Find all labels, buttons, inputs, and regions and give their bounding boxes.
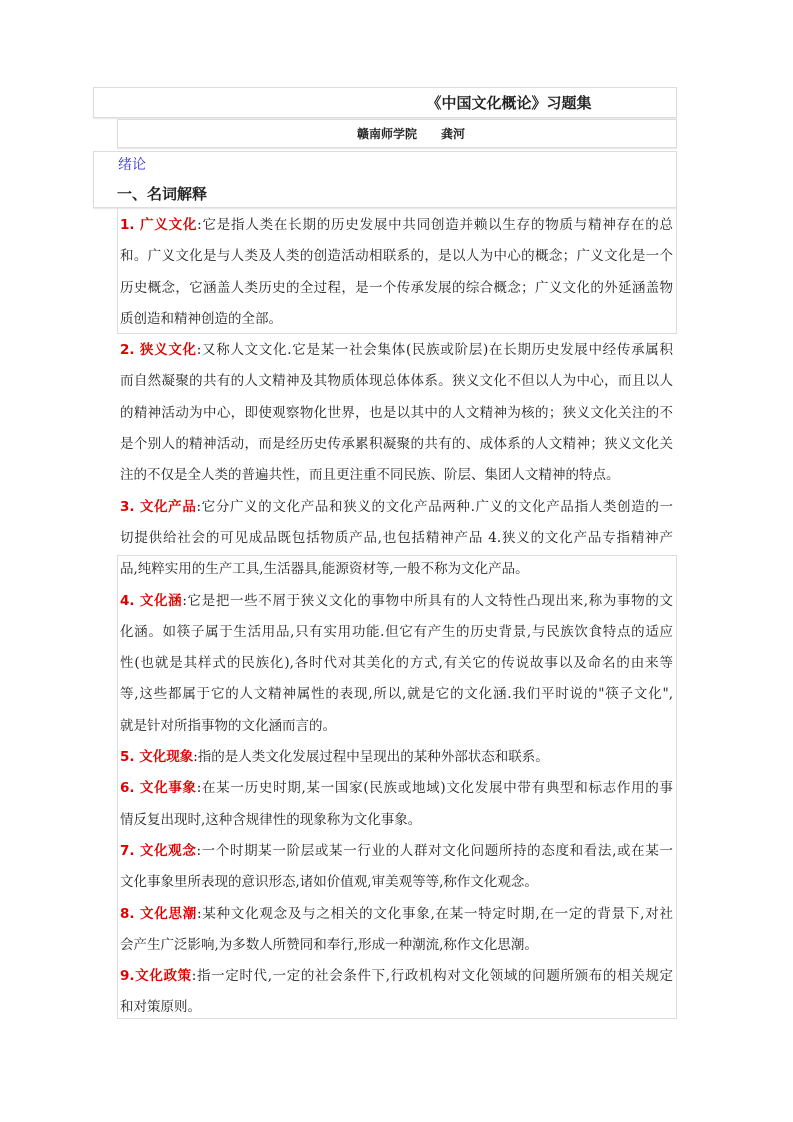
entry-term: 6. 文化事象 bbox=[120, 780, 197, 797]
entry-text: 的精神活动为中心，即使观察物化世界，也是以其中的人文精神为核的；狭义文化关注的不 bbox=[120, 404, 673, 421]
entry-term: 4. 文化涵 bbox=[120, 592, 183, 609]
entry-line bbox=[120, 398, 673, 429]
entry-term: 3. 文化产品 bbox=[120, 498, 197, 515]
entry-term: 2. 狭义文化 bbox=[120, 342, 197, 359]
entry-text: 而自然凝聚的共有的人文精神及其物质体现总体体系。狭义文化不但以人为中心，而且以人 bbox=[120, 373, 673, 390]
entry-text: 就是针对所指事物的文化涵而言的。 bbox=[120, 717, 336, 734]
glossary-entry bbox=[120, 961, 673, 1024]
entry-line bbox=[120, 836, 673, 867]
entry-term: 7. 文化观念 bbox=[120, 842, 197, 859]
entry-text: :它是把一些不屑于狭义文化的事物中所具有的人文特性凸现出来,称为事物的文 bbox=[182, 592, 673, 609]
entry-term: 9.文化政策 bbox=[120, 968, 192, 985]
glossary-entry bbox=[120, 586, 673, 742]
entry-text: 历史概念，它涵盖人类历史的全过程，是一个传承发展的综合概念；广义文化的外延涵盖物 bbox=[120, 279, 673, 296]
entry-line bbox=[120, 773, 673, 804]
entry-text: :它是指人类在长期的历史发展中共同创造并赖以生存的物质与精神存在的总 bbox=[197, 217, 673, 233]
entry-text: 是个别人的精神活动，而是经历史传承累积凝聚的共有的、成体系的人文精神；狭义文化关 bbox=[120, 436, 673, 453]
entry-line bbox=[120, 867, 673, 898]
document-title: 《中国文化概论》习题集 bbox=[426, 94, 592, 112]
entry-text: 化涵。如筷子属于生活用品,只有实用功能.但它有产生的历史背景,与民族饮食特点的适应 bbox=[120, 623, 673, 640]
glossary-entry bbox=[120, 742, 673, 773]
entry-line bbox=[120, 241, 673, 272]
entry-line bbox=[120, 742, 673, 773]
entry-text: :一个时期某一阶层或某一行业的人群对文化问题所持的态度和看法,或在某一 bbox=[196, 842, 673, 859]
entry-line bbox=[120, 304, 673, 335]
entry-line bbox=[120, 930, 673, 961]
entry-line bbox=[120, 648, 673, 679]
entry-line bbox=[120, 210, 673, 241]
entry-text: 和对策原则。 bbox=[120, 999, 201, 1016]
entry-text: :指一定时代,一定的社会条件下,行政机构对文化领域的问题所颁布的相关规定 bbox=[191, 968, 673, 985]
entry-line bbox=[120, 273, 673, 304]
entry-text: 和。广义文化是与人类及人类的创造活动相联系的，是以人为中心的概念；广义文化是一个 bbox=[120, 248, 673, 265]
entry-line bbox=[120, 335, 673, 366]
entry-text: :又称人文文化.它是某一社会集体(民族或阶层)在长期历史发展中经传承属积 bbox=[196, 342, 673, 359]
entry-line bbox=[120, 586, 673, 617]
entry-text: :某种文化观念及与之相关的文化事象,在某一特定时期,在一定的背景下,对社 bbox=[197, 905, 673, 922]
entry-term: 1. 广义文化 bbox=[120, 217, 198, 233]
entry-line bbox=[120, 554, 673, 585]
entry-line bbox=[120, 899, 673, 930]
entry-line bbox=[120, 711, 673, 742]
glossary-entry bbox=[120, 492, 673, 586]
entry-line bbox=[120, 805, 673, 836]
entry-term: 8. 文化思潮 bbox=[120, 905, 198, 922]
entry-text: 性(也就是其样式的民族化),各时代对其美化的方式,有关它的传说故事以及命名的由来等 bbox=[120, 655, 673, 672]
entry-term: 5. 文化现象 bbox=[120, 749, 194, 766]
author: 龚河 bbox=[441, 127, 466, 141]
section-heading: 一、名词解释 bbox=[117, 185, 208, 203]
entry-text: :它分广义的文化产品和狭义的文化产品两种.广义的文化产品指人类创造的一 bbox=[196, 498, 673, 515]
glossary-entry bbox=[120, 899, 673, 962]
entry-line bbox=[120, 429, 673, 460]
institution: 赣南师学院 bbox=[356, 127, 417, 141]
entry-text: 情反复出现时,这种含规律性的现象称为文化事象。 bbox=[120, 811, 422, 828]
entry-text: 质创造和精神创造的全部。 bbox=[120, 310, 282, 327]
entry-line bbox=[120, 617, 673, 648]
entry-line bbox=[120, 961, 673, 992]
entry-line bbox=[120, 460, 673, 491]
entry-text: 品,纯粹实用的生产工具,生活器具,能源资材等,一般不称为文化产品。 bbox=[120, 561, 529, 578]
glossary-entry bbox=[120, 335, 673, 491]
entry-line bbox=[120, 992, 673, 1023]
entry-line bbox=[120, 523, 673, 554]
glossary-entry bbox=[120, 210, 673, 335]
byline bbox=[117, 125, 675, 142]
entry-text: :指的是人类文化发展过程中呈现出的某种外部状态和联系。 bbox=[193, 749, 549, 766]
glossary-entry bbox=[120, 773, 673, 836]
entry-line bbox=[120, 366, 673, 397]
entry-line bbox=[120, 679, 673, 710]
glossary-entry bbox=[120, 836, 673, 899]
chapter-heading: 绪论 bbox=[118, 157, 146, 173]
entry-text: 切提供给社会的可见成品既包括物质产品,也包括精神产品 4.狭义的文化产品专指精神产 bbox=[120, 529, 673, 546]
glossary-entries bbox=[120, 210, 673, 1024]
entry-text: 文化事象里所表现的意识形态,诸如价值观,审美观等等,称作文化观念。 bbox=[120, 874, 538, 891]
entry-text: 等,这些都属于它的人文精神属性的表现,所以,就是它的文化涵.我们平时说的"筷子文化", bbox=[120, 686, 673, 703]
entry-line bbox=[120, 492, 673, 523]
entry-text: 会产生广泛影响,为多数人所赞同和奉行,形成一种潮流,称作文化思潮。 bbox=[120, 936, 538, 953]
entry-text: :在某一历史时期,某一国家(民族或地域)文化发展中带有典型和标志作用的事 bbox=[196, 780, 673, 797]
entry-text: 注的不仅是全人类的普遍共性，而且更注重不同民族、阶层、集团人文精神的特点。 bbox=[120, 467, 620, 484]
